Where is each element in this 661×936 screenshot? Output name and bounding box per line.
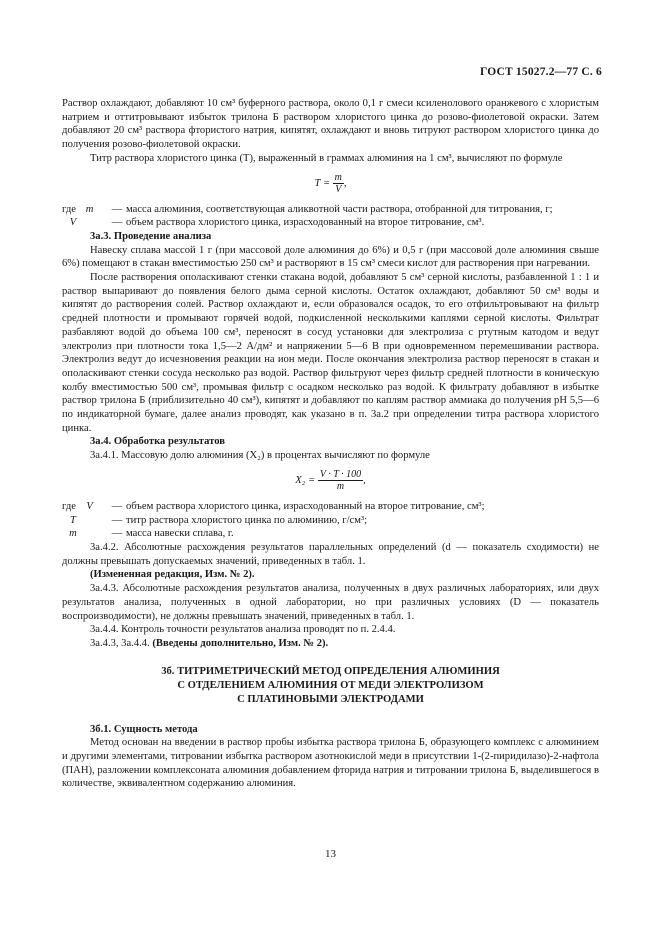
page-number: 13 [325, 848, 336, 860]
page-header: ГОСТ 15027.2—77 С. 6 [479, 66, 602, 78]
amendment-refs: 3а.4.3, 3а.4.4. [90, 637, 153, 649]
section-title-line: С ПЛАТИНОВЫМИ ЭЛЕКТРОДАМИ [237, 693, 424, 705]
formula-denominator: m [336, 480, 345, 492]
definition-text: масса алюминия, соответствующая аликвотной части раствора, отобранной для титрования, г; [126, 203, 553, 215]
definition-text: объем раствора хлористого цинка, израсходованный на второе титрование, см³; [126, 500, 485, 512]
formula-numerator: m [334, 171, 342, 183]
paragraph: Титр раствора хлористого цинка (T), выраженный в граммах алюминия на 1 см³, вычисляют по формуле [90, 152, 563, 164]
formula-lhs: T = [314, 177, 333, 189]
page-content [62, 97, 599, 791]
formula-titre [62, 172, 599, 195]
section-title [62, 665, 599, 707]
paragraph: После растворения ополаскивают стенки стакана водой, добавляют 5 см³ серной кислоты, разбавленной 1 : 1 и раствор выпаривают до появления белого дыма серной кислоты. Остаток охлаждают, добавляют 50 см³ воды и кипятят до растворения солей. Раствор охлаждают и, если образовался осадок, то его отфильтровывают на фильтр средней плотности и промывают горячей водой, подкисленной несколькими каплями серной кислоты. Фильтрат разбавляют водой до объема 100 см³, переносят в сосуд установки для электролиза с ртутным катодом и ведут электролиз при плотности тока 1,5—2 А/дм² и напряжении 5—6 В при одновременном перемешивании раствора. Электролиз ведут до исчезновения реакции на ион меди. После окончания электролиза раствор переносят в стакан и ополаскивают стенки сосуда несколько раз водой. Раствор фильтруют через фильтр средней плотности в коническую колбу вместимостью 500 см³, промывая фильтр с осадком несколько раз водой. К фильтрату добавляют в избытке раствор трилона Б (приблизительно 40 см³), кипятят и добавляют по каплям раствор аммиака до получения рН 5,5—6 по индикаторной бумаге, далее анализ проводят, как указано в п. 3а.2 при определении титра раствора хлористого цинка. [62, 272, 599, 434]
definition-item: T — титр раствора хлористого цинка по алюминию, г/см³; [62, 514, 599, 528]
definition-text: масса навески сплава, г. [126, 528, 234, 540]
definition-symbol: m [85, 203, 94, 215]
formula-tail: , [363, 474, 366, 486]
section-heading: 3б.1. Сущность метода [90, 723, 198, 735]
definition-lead: где [62, 203, 76, 215]
formula-denominator: V [335, 183, 342, 195]
definition-item: m — масса навески сплава, г. [62, 527, 599, 541]
paragraph: Навеску сплава массой 1 г (при массовой доле алюминия до 6%) и 0,5 г (при массовой доле алюминия свыше 6%) помещают в стакан вместимостью 250 см³ и растворяют в 15 см³ смеси кислот для растворения при нагревании. [62, 244, 599, 270]
paragraph: 3а.4.3. Абсолютные расхождения результатов анализа, полученных в двух различных лабораториях, или двух результатов анализа, полученных в одной лаборатории, но при различных условиях (D — показатель воспроизводимости), не должны превышать значений, приведенных в табл. 1. [62, 583, 599, 622]
definition-item: где m — масса алюминия, соответствующая аликвотной части раствора, отобранной для титрования, г; [62, 203, 599, 217]
paragraph: 3а.4.2. Абсолютные расхождения результатов параллельных определений (d — показатель сходимости) не должны превышать допускаемых значений, приведенных в табл. 1. [62, 541, 599, 567]
definition-symbol: m [69, 528, 77, 540]
formula-tail: , [343, 177, 347, 189]
section-heading: 3а.4. Обработка результатов [90, 436, 225, 448]
paragraph: 3а.4.4. Контроль точности результатов анализа проводят по п. 2.4.4. [90, 624, 396, 636]
amendment-note: (Введены дополнительно, Изм. № 2). [152, 637, 329, 649]
paragraph: Раствор охлаждают, добавляют 10 см³ буферного раствора, около 0,1 г смеси ксиленолового оранжевого с хлористым натрием и оттитровывают избыток трилона Б раствором хлористого цинка до розово-фиолетовой окраски. Затем добавляют 20 см³ раствора фтористого натрия, кипятят, охлаждают и вновь титруют раствором хлористого цинка до получения розово-фиолетовой окраски. [62, 98, 599, 151]
formula-fraction [318, 469, 363, 492]
definition-symbol: V [69, 217, 77, 229]
paragraph: 3а.4.1. Массовую долю алюминия (X₂) в процентах вычисляют по формуле [90, 450, 430, 462]
definition-item: где V — объем раствора хлористого цинка, израсходованный на второе титрование, см³; [62, 500, 599, 514]
section-title-line: 3б. ТИТРИМЕТРИЧЕСКИЙ МЕТОД ОПРЕДЕЛЕНИЯ АЛЮМИНИЯ [161, 665, 500, 677]
definition-text: титр раствора хлористого цинка по алюминию, г/см³; [126, 514, 368, 526]
definition-item: V — объем раствора хлористого цинка, израсходованный на второе титрование, см³. [62, 216, 599, 230]
formula-aluminium-fraction [62, 469, 599, 492]
paragraph: Метод основан на введении в раствор пробы избытка раствора трилона Б, образующего комплекс с алюминием и другими элементами, титровании избытка раствором азотнокислой меди в присутствии 1-(2-пиридилазо)-2-нафтола (ПАН), разложении комплексоната алюминия добавлением фторида натрия и титровании трилона Б, выделившегося в количестве, эквивалентном содержанию алюминия. [62, 737, 599, 790]
definition-symbol: T [70, 514, 76, 526]
definition-symbol: V [86, 500, 93, 512]
formula-fraction [333, 172, 344, 195]
definition-text: объем раствора хлористого цинка, израсходованный на второе титрование, см³. [126, 217, 485, 229]
amendment-note: (Измененная редакция, Изм. № 2). [90, 569, 255, 581]
formula-lhs: X₂ = [295, 474, 318, 486]
section-title-line: С ОТДЕЛЕНИЕМ АЛЮМИНИЯ ОТ МЕДИ ЭЛЕКТРОЛИЗОМ [177, 679, 484, 691]
amendment-line [62, 637, 599, 651]
formula-numerator: V · T · 100 [319, 468, 362, 480]
section-heading: 3а.3. Проведение анализа [90, 230, 212, 242]
definition-lead: где [62, 500, 76, 512]
